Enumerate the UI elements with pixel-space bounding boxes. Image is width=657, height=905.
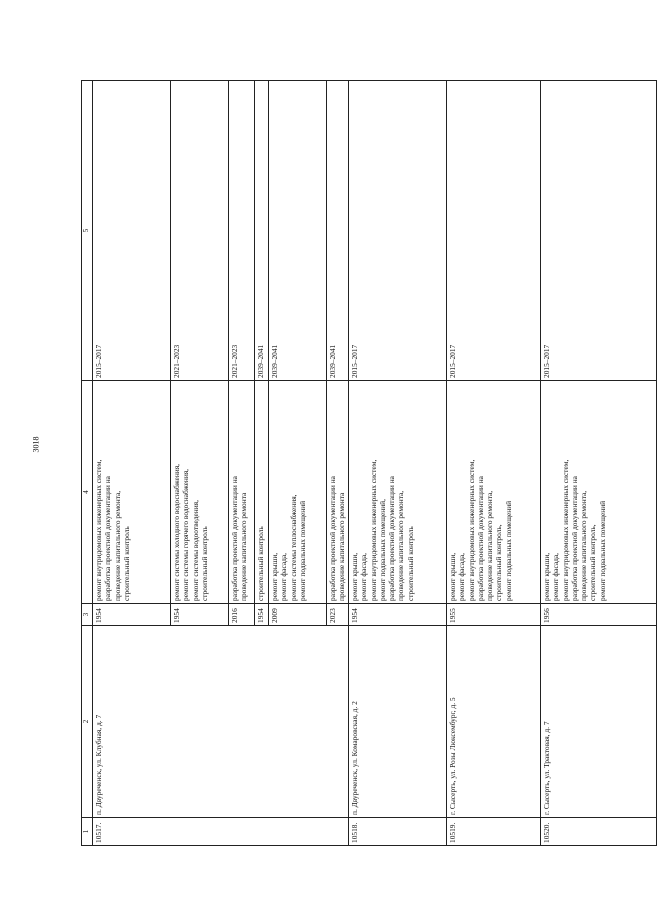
year-cell: 2009 <box>269 604 327 626</box>
work-item: ремонт фасада, <box>359 553 369 601</box>
works-cell <box>255 381 269 604</box>
column-number-row <box>82 81 93 846</box>
work-item: ремонт внутридомовых инженерных систем, <box>368 459 378 601</box>
year-cell: 1954 <box>171 604 229 626</box>
work-item: ремонт внутридомовых инженерных систем, <box>466 459 476 601</box>
work-item: проведение капитального ремонта <box>239 492 249 601</box>
work-item: ремонт подвальных помещений, <box>377 499 387 601</box>
work-item: разработка проектной документации на <box>569 476 579 601</box>
work-item: разработка проектной документации на <box>230 476 239 601</box>
period-cell: 2015–2017 <box>93 81 171 381</box>
row-number-cell: 10517. <box>93 818 349 846</box>
work-item: проведение капитального ремонта, <box>485 490 495 601</box>
work-item: разработка проектной документации на <box>103 476 113 601</box>
work-item: проведение капитального ремонта <box>337 492 347 601</box>
works-cell <box>327 381 349 604</box>
table-body <box>82 81 657 846</box>
row-number-cell: 10518. <box>349 818 447 846</box>
work-item: проведение капитального ремонта, <box>396 490 406 601</box>
work-item: проведение капитального ремонта, <box>579 490 589 601</box>
row-number-cell: 10519. <box>447 818 541 846</box>
table-row <box>541 81 657 846</box>
work-item: ремонт фасада, <box>457 553 467 601</box>
work-item: ремонт системы холодного водоснабжения, <box>172 464 181 601</box>
work-item: строительный контроль <box>256 526 265 601</box>
work-item: ремонт системы теплоснабжения, <box>288 494 298 601</box>
address-cell: г. Сысерть, ул. Трактовая, д. 7 <box>541 626 657 818</box>
rotated-table-sheet <box>81 81 607 846</box>
work-item: разработка проектной документации на <box>328 476 337 601</box>
year-cell: 2023 <box>327 604 349 626</box>
work-item: ремонт подвальных помещений <box>503 500 513 601</box>
period-cell: 2039–2041 <box>255 81 269 381</box>
work-item: строительный контроль, <box>494 524 504 601</box>
column-number: 2 <box>82 626 93 818</box>
works-cell <box>447 381 541 604</box>
works-cell <box>171 381 229 604</box>
work-item: строительный контроль <box>121 526 131 601</box>
page-number: 3018 <box>31 436 41 453</box>
work-item: ремонт крыши, <box>448 552 457 601</box>
work-item: строительный контроль <box>199 526 209 601</box>
year-cell: 1954 <box>255 604 269 626</box>
table-row <box>349 81 447 846</box>
address-cell: п. Двуреченск, ул. Комаровская, д. 2 <box>349 626 447 818</box>
address-cell: г. Сысерть, ул. Розы Люксембург, д. 5 <box>447 626 541 818</box>
year-cell: 1956 <box>541 604 657 626</box>
work-item: ремонт крыши, <box>542 552 551 601</box>
table-row <box>447 81 541 846</box>
work-item: проведение капитального ремонта, <box>112 490 122 601</box>
work-item: ремонт фасада, <box>551 553 561 601</box>
work-item: ремонт системы горячего водоснабжения, <box>181 468 191 601</box>
period-cell: 2015–2017 <box>447 81 541 381</box>
column-number: 1 <box>82 818 93 846</box>
work-item: ремонт крыши, <box>270 552 279 601</box>
column-number: 3 <box>82 604 93 626</box>
period-cell: 2039–2041 <box>269 81 327 381</box>
work-item: ремонт подвальных помещений <box>297 500 307 601</box>
capital-repair-table <box>81 80 657 846</box>
works-cell <box>349 381 447 604</box>
period-cell: 2015–2017 <box>349 81 447 381</box>
work-item: ремонт системы водоотведения, <box>190 500 200 601</box>
works-cell <box>93 381 171 604</box>
work-item: ремонт крыши, <box>350 552 359 601</box>
work-item: строительный контроль <box>405 526 415 601</box>
work-item: ремонт внутридомовых инженерных систем, <box>94 459 103 601</box>
works-cell <box>269 381 327 604</box>
period-cell: 2015–2017 <box>541 81 657 381</box>
period-cell: 2021–2023 <box>229 81 255 381</box>
year-cell: 1954 <box>349 604 447 626</box>
table-row <box>93 81 171 846</box>
rotated-sheet-viewport <box>81 81 607 846</box>
works-cell <box>541 381 657 604</box>
period-cell: 2021–2023 <box>171 81 229 381</box>
year-cell: 1955 <box>447 604 541 626</box>
work-item: ремонт внутридомовых инженерных систем, <box>560 459 570 601</box>
work-item: разработка проектной документации на <box>475 476 485 601</box>
row-number-cell: 10520. <box>541 818 657 846</box>
column-number: 5 <box>82 81 93 381</box>
work-item: ремонт фасада, <box>279 553 289 601</box>
works-cell <box>229 381 255 604</box>
work-item: строительный контроль, <box>588 524 598 601</box>
period-cell: 2039–2041 <box>327 81 349 381</box>
column-number: 4 <box>82 381 93 604</box>
year-cell: 2016 <box>229 604 255 626</box>
work-item: ремонт подвальных помещений <box>597 500 607 601</box>
year-cell: 1954 <box>93 604 171 626</box>
work-item: разработка проектной документации на <box>387 476 397 601</box>
address-cell: п. Двуреченск, ул. Клубная, д. 7 <box>93 626 349 818</box>
